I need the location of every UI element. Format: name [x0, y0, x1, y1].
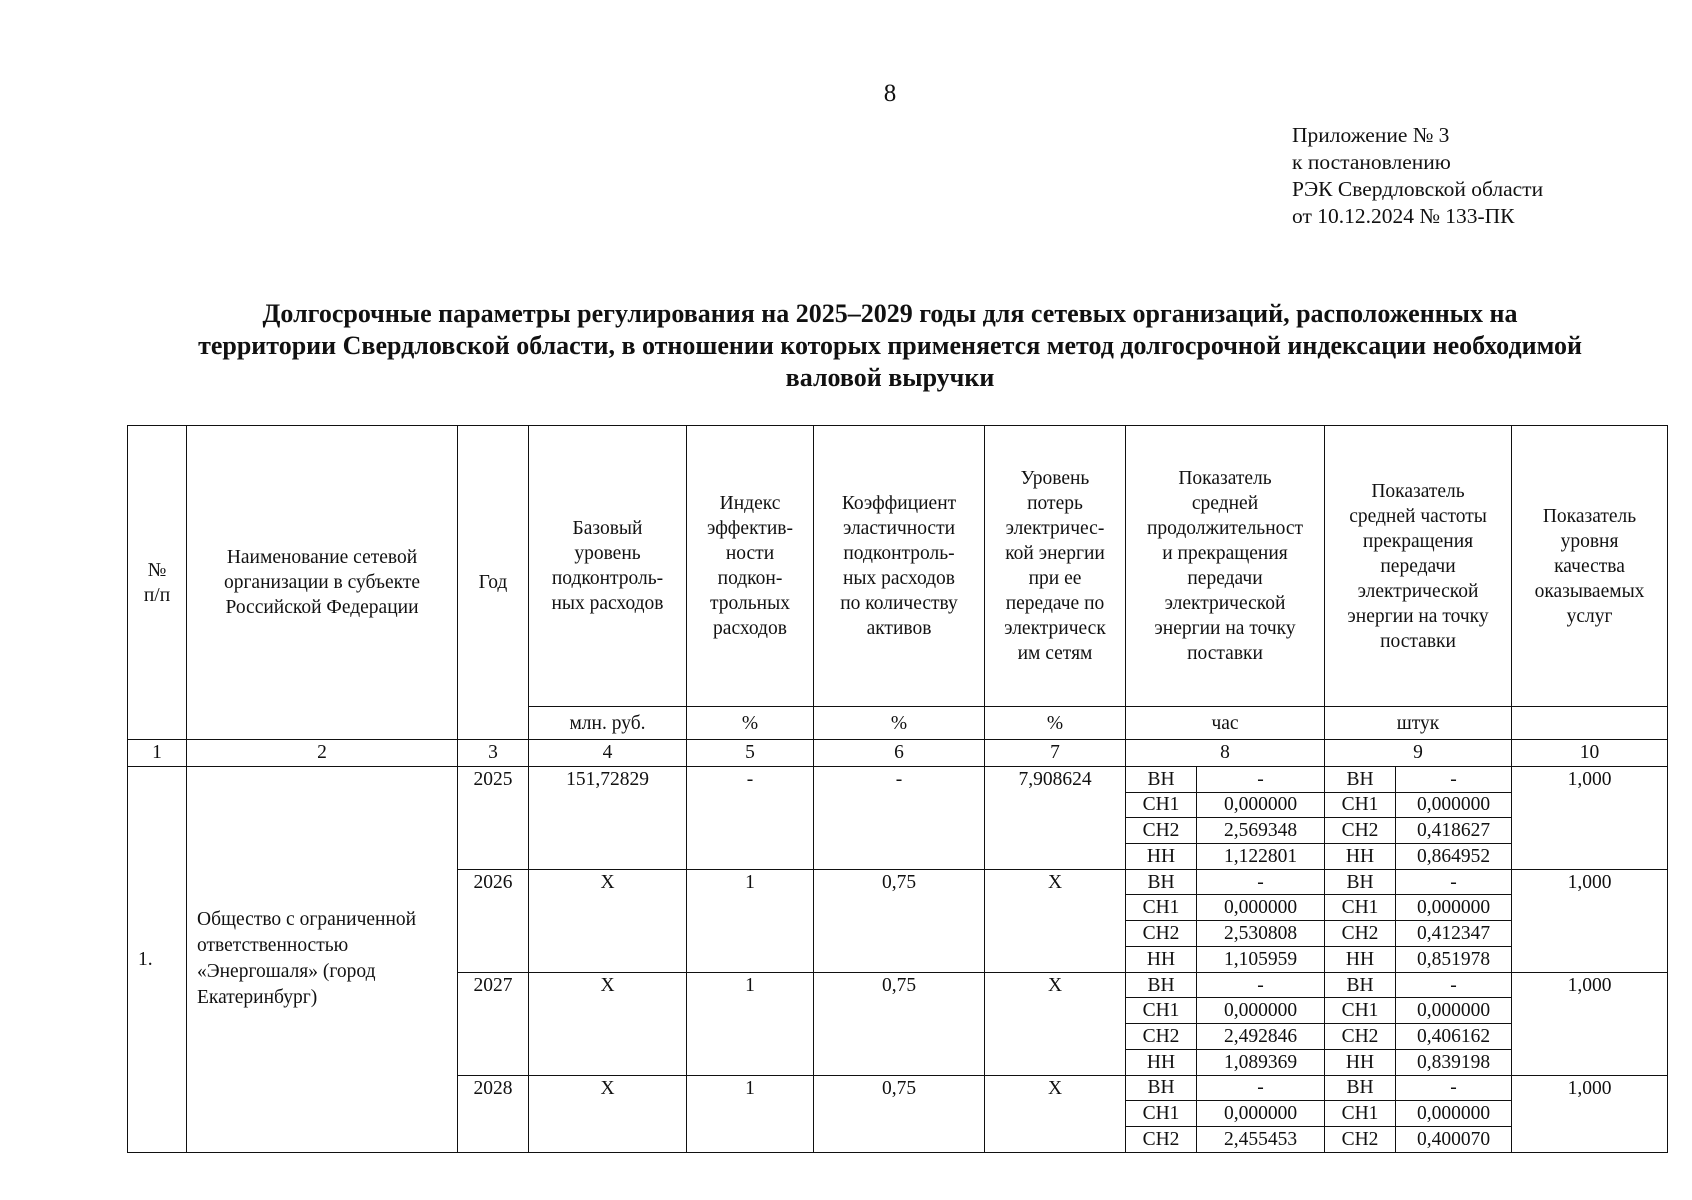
header-line: ответственностью [197, 935, 349, 957]
loss-level-cell: 7,908624 [985, 766, 1126, 869]
voltage-level-label: СН2 [1126, 921, 1197, 947]
frequency-value: 0,864952 [1396, 844, 1512, 870]
efficiency-cell: - [687, 766, 814, 869]
header-efficiency-index [687, 426, 814, 707]
title-line: валовой выручки [785, 363, 995, 392]
duration-value: 0,000000 [1197, 792, 1325, 818]
voltage-level-label: СН1 [1126, 792, 1197, 818]
column-number: 7 [985, 740, 1126, 767]
loss-level-cell: Х [985, 869, 1126, 972]
voltage-level-label: СН2 [1126, 818, 1197, 844]
column-number: 6 [814, 740, 985, 767]
header-line: поставки [1380, 630, 1456, 652]
title-line: территории Свердловской области, в отношении которых применяется метод долгосрочной индексации необходимой [198, 331, 1582, 360]
header-line: Наименование сетевой [226, 547, 418, 569]
quality-cell: 1,000 [1512, 869, 1668, 972]
header-line: Екатеринбург) [197, 987, 318, 1009]
header-line: передачи [1380, 555, 1456, 577]
header-line: и прекращения [1162, 543, 1288, 565]
header-line: ных расходов [842, 568, 956, 590]
unit-frequency: штук [1325, 707, 1512, 740]
voltage-level-label: НН [1325, 844, 1396, 870]
header-line: Год [478, 572, 508, 594]
frequency-value: 0,406162 [1396, 1024, 1512, 1050]
elasticity-cell: - [814, 766, 985, 869]
voltage-level-label: НН [1126, 1049, 1197, 1075]
header-line: передаче по [1005, 593, 1105, 615]
appendix-line: РЭК Свердловской области [1292, 177, 1544, 201]
header-line: поставки [1187, 643, 1263, 665]
column-number: 9 [1325, 740, 1512, 767]
column-number: 4 [529, 740, 687, 767]
voltage-level-label: СН2 [1325, 1127, 1396, 1153]
header-line: эластичности [842, 518, 956, 540]
header-line: подконтроль- [843, 543, 955, 565]
header-elasticity-coefficient [814, 426, 985, 707]
column-number: 3 [458, 740, 529, 767]
header-line: услуг [1566, 605, 1613, 627]
header-line: ных расходов [551, 593, 664, 615]
header-line: расходов [713, 618, 787, 640]
appendix-line: от 10.12.2024 № 133-ПК [1292, 204, 1515, 228]
elasticity-cell: 0,75 [814, 972, 985, 1075]
duration-value: - [1197, 1075, 1325, 1101]
frequency-value: 0,400070 [1396, 1127, 1512, 1153]
header-loss-level [985, 426, 1126, 707]
header-line: Показатель [1542, 505, 1637, 527]
duration-value: 1,105959 [1197, 946, 1325, 972]
page-number: 8 [883, 80, 897, 107]
year-cell: 2027 [458, 972, 529, 1075]
base-expenses-cell: Х [529, 869, 687, 972]
header-line: п/п [143, 584, 171, 606]
frequency-value: 0,000000 [1396, 1101, 1512, 1127]
voltage-level-label: СН1 [1325, 895, 1396, 921]
voltage-level-label: СН1 [1325, 998, 1396, 1024]
duration-value: 2,569348 [1197, 818, 1325, 844]
frequency-value: - [1396, 972, 1512, 998]
header-base-expenses [529, 426, 687, 707]
frequency-value: 0,000000 [1396, 895, 1512, 921]
header-line: подкон- [717, 568, 783, 590]
duration-value: - [1197, 869, 1325, 895]
quality-cell: 1,000 [1512, 766, 1668, 869]
header-row-number [128, 426, 187, 740]
header-line: электрической [1164, 593, 1286, 615]
frequency-value: 0,000000 [1396, 792, 1512, 818]
voltage-level-label: СН2 [1325, 921, 1396, 947]
unit-loss-level: % [985, 707, 1126, 740]
header-line: продолжительност [1146, 518, 1304, 540]
appendix-line: Приложение № 3 [1292, 123, 1450, 147]
header-line: энергии на точку [1347, 605, 1489, 627]
header-line: оказываемых [1534, 580, 1645, 602]
frequency-value: 0,412347 [1396, 921, 1512, 947]
header-line: активов [866, 618, 932, 640]
column-number: 10 [1512, 740, 1668, 767]
duration-value: 0,000000 [1197, 998, 1325, 1024]
header-organization-name [187, 426, 458, 740]
header-line: эффектив- [707, 518, 793, 540]
efficiency-cell: 1 [687, 1075, 814, 1152]
duration-value: - [1197, 766, 1325, 792]
voltage-level-label: СН1 [1325, 792, 1396, 818]
voltage-level-label: НН [1325, 1049, 1396, 1075]
header-line: уровня [1560, 530, 1619, 552]
header-line: Индекс [719, 493, 781, 515]
unit-efficiency-index: % [687, 707, 814, 740]
loss-level-cell: Х [985, 972, 1126, 1075]
column-number: 1 [128, 740, 187, 767]
voltage-level-label: НН [1126, 844, 1197, 870]
voltage-level-label: ВН [1325, 972, 1396, 998]
efficiency-cell: 1 [687, 869, 814, 972]
header-line: Российской Федерации [225, 597, 419, 619]
quality-cell: 1,000 [1512, 972, 1668, 1075]
header-avg-frequency [1325, 426, 1512, 707]
frequency-value: - [1396, 766, 1512, 792]
header-line: прекращения [1362, 530, 1474, 552]
header-service-quality [1512, 426, 1668, 707]
header-line: Уровень [1020, 468, 1090, 490]
voltage-level-label: СН1 [1126, 895, 1197, 921]
frequency-value: 0,851978 [1396, 946, 1512, 972]
voltage-level-label: ВН [1126, 972, 1197, 998]
year-cell: 2026 [458, 869, 529, 972]
header-line: кой энергии [1005, 543, 1105, 565]
frequency-value: 0,000000 [1396, 998, 1512, 1024]
duration-value: 2,492846 [1197, 1024, 1325, 1050]
voltage-level-label: ВН [1325, 869, 1396, 895]
elasticity-cell: 0,75 [814, 869, 985, 972]
voltage-level-label: ВН [1126, 766, 1197, 792]
voltage-level-label: СН1 [1126, 998, 1197, 1024]
table-row [128, 766, 1668, 792]
column-number: 2 [187, 740, 458, 767]
quality-cell: 1,000 [1512, 1075, 1668, 1152]
header-avg-duration [1126, 426, 1325, 707]
header-line: Общество с ограниченной [197, 909, 417, 931]
frequency-value: 0,839198 [1396, 1049, 1512, 1075]
frequency-value: - [1396, 1075, 1512, 1101]
voltage-level-label: ВН [1126, 1075, 1197, 1101]
header-line: потерь [1027, 493, 1083, 515]
unit-elasticity: % [814, 707, 985, 740]
voltage-level-label: СН1 [1325, 1101, 1396, 1127]
header-line: ности [725, 543, 775, 565]
duration-value: - [1197, 972, 1325, 998]
duration-value: 0,000000 [1197, 895, 1325, 921]
header-line: Коэффициент [841, 493, 957, 515]
duration-value: 0,000000 [1197, 1101, 1325, 1127]
header-line: Показатель [1178, 468, 1272, 490]
column-number: 5 [687, 740, 814, 767]
org-name [187, 766, 458, 1152]
document-title [120, 298, 1660, 394]
duration-value: 2,530808 [1197, 921, 1325, 947]
unit-base-expenses: млн. руб. [529, 707, 687, 740]
title-line: Долгосрочные параметры регулирования на 2025–2029 годы для сетевых организаций, расположенных на [262, 299, 1518, 328]
appendix-block [1292, 122, 1543, 230]
efficiency-cell: 1 [687, 972, 814, 1075]
base-expenses-cell: Х [529, 972, 687, 1075]
header-line: при ее [1028, 568, 1082, 590]
unit-duration: час [1126, 707, 1325, 740]
frequency-value: 0,418627 [1396, 818, 1512, 844]
header-line: подконтроль- [551, 568, 664, 590]
header-line: организации в субъекте [223, 572, 421, 594]
header-line: средней [1191, 493, 1259, 515]
unit-quality [1512, 707, 1668, 740]
header-line: электрическ [1004, 618, 1106, 640]
frequency-value: - [1396, 869, 1512, 895]
header-line: средней частоты [1349, 505, 1487, 527]
header-line: электричес- [1005, 518, 1105, 540]
header-line: Базовый [572, 518, 643, 540]
voltage-level-label: СН2 [1126, 1127, 1197, 1153]
header-line: уровень [574, 543, 641, 565]
year-cell: 2025 [458, 766, 529, 869]
voltage-level-label: ВН [1325, 1075, 1396, 1101]
voltage-level-label: ВН [1126, 869, 1197, 895]
org-number: 1. [128, 766, 187, 1152]
header-year [458, 426, 529, 740]
voltage-level-label: СН1 [1126, 1101, 1197, 1127]
base-expenses-cell: 151,72829 [529, 766, 687, 869]
voltage-level-label: НН [1325, 946, 1396, 972]
header-line: № [147, 559, 167, 581]
header-line: качества [1554, 555, 1625, 577]
header-line: энергии на точку [1154, 618, 1296, 640]
header-line: трольных [710, 593, 790, 615]
column-number: 8 [1126, 740, 1325, 767]
loss-level-cell: Х [985, 1075, 1126, 1152]
voltage-level-label: СН2 [1325, 1024, 1396, 1050]
voltage-level-label: СН2 [1126, 1024, 1197, 1050]
voltage-level-label: СН2 [1325, 818, 1396, 844]
header-line: Показатель [1371, 480, 1465, 502]
appendix-line: к постановлению [1292, 150, 1451, 174]
header-line: «Энергошаля» (город [197, 961, 376, 983]
header-line: по количеству [840, 593, 958, 615]
parameters-table [127, 425, 1668, 1153]
voltage-level-label: НН [1126, 946, 1197, 972]
elasticity-cell: 0,75 [814, 1075, 985, 1152]
duration-value: 2,455453 [1197, 1127, 1325, 1153]
header-line: передачи [1187, 568, 1263, 590]
duration-value: 1,122801 [1197, 844, 1325, 870]
voltage-level-label: ВН [1325, 766, 1396, 792]
year-cell: 2028 [458, 1075, 529, 1152]
duration-value: 1,089369 [1197, 1049, 1325, 1075]
header-line: им сетям [1017, 643, 1093, 665]
base-expenses-cell: Х [529, 1075, 687, 1152]
header-line: электрической [1357, 580, 1479, 602]
